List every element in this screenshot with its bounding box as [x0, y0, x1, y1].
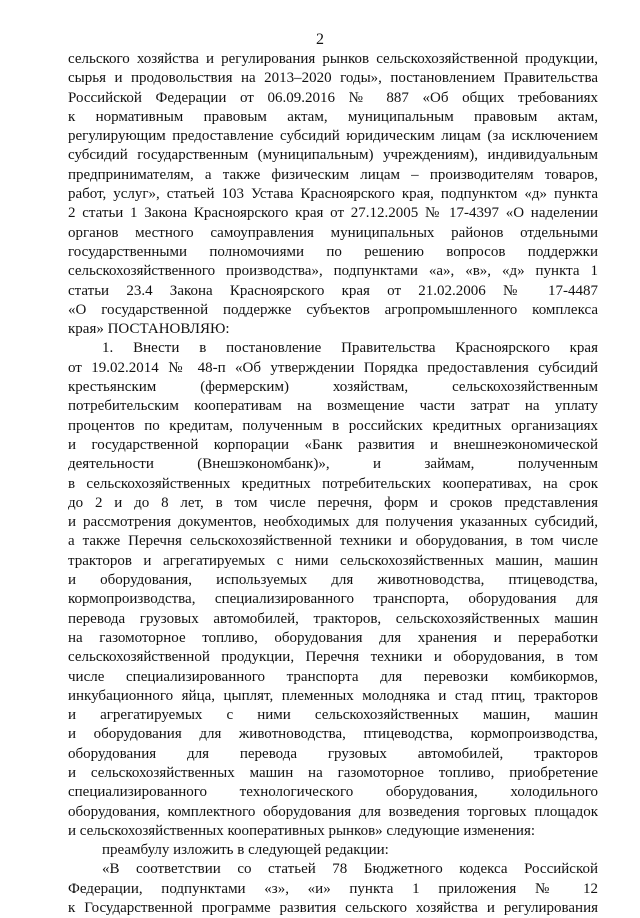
- text-line: к нормативным правовым актам, муниципальным правовым актам,: [68, 108, 598, 125]
- text-line: предпринимателям, а также физическим лицам – производителям товаров,: [68, 166, 598, 183]
- page-number: 2: [316, 31, 324, 48]
- text-line: числе специализированного транспорта для перевозки комбикормов,: [68, 668, 598, 685]
- text-line: края» ПОСТАНОВЛЯЮ:: [68, 321, 230, 338]
- text-line: а также Перечня сельскохозяйственной техники и оборудования, в том числе: [68, 533, 598, 550]
- text-line: и оборудования, используемых для животноводства, птицеводства,: [68, 572, 598, 589]
- text-line: потребительским кооперативам на возмещение части затрат на уплату: [68, 398, 598, 415]
- text-line: кормопроизводства, специализированного транспорта, оборудования для: [68, 591, 598, 608]
- text-line: сельскохозяйственной продукции, Перечня техники и оборудования, в том: [68, 649, 598, 666]
- text-line: сельского хозяйства и регулирования рынков сельскохозяйственной продукции,: [68, 51, 598, 67]
- text-line: преамбулу изложить в следующей редакции:: [102, 842, 389, 859]
- text-line: 2 статьи 1 Закона Красноярского края от 27.12.2005 № 17-4397 «О наделении: [68, 205, 598, 222]
- text-line: и сельскохозяйственных кооперативных рынков» следующие изменения:: [68, 822, 536, 839]
- text-line: к Государственной программе развития сельского хозяйства и регулирования: [68, 900, 598, 917]
- text-line: органов местного самоуправления муниципальных районов отдельными: [68, 224, 598, 241]
- text-line: работ, услуг», статьей 103 Устава Красноярского края, подпунктом «д» пункта: [68, 186, 598, 203]
- text-line: субсидий государственным (муниципальным) учреждениям), индивидуальным: [68, 147, 598, 164]
- text-line: тракторов и агрегатируемых с ними сельскохозяйственных машин, машин: [68, 552, 598, 569]
- text-line: оборудования, комплектного оборудования для возведения торговых площадок: [68, 803, 598, 820]
- text-line: крестьянским (фермерским) хозяйствам, сельскохозяйственным: [68, 379, 598, 396]
- text-line: статьи 23.4 Закона Красноярского края от 21.02.2006 № 17-4487: [68, 282, 598, 299]
- text-line: процентов по кредитам, полученным в российских кредитных организациях: [68, 417, 598, 434]
- text-line: «О государственной поддержке субъектов агропромышленного комплекса: [68, 301, 598, 318]
- text-line: перевода грузовых автомобилей, тракторов, сельскохозяйственных машин: [68, 610, 598, 627]
- text-line: от 19.02.2014 № 48-п «Об утверждении Порядка предоставления субсидий: [68, 359, 598, 376]
- text-line: в сельскохозяйственных кредитных потребительских кооперативах, на срок: [68, 475, 598, 492]
- text-line: на газомоторное топливо, оборудования для хранения и переработки: [68, 629, 598, 646]
- text-line: и сельскохозяйственных машин на газомоторное топливо, приобретение: [68, 764, 598, 781]
- text-line: и оборудования для животноводства, птицеводства, кормопроизводства,: [68, 726, 598, 743]
- text-line: «В соответствии со статьей 78 Бюджетного кодекса Российской: [102, 861, 598, 878]
- text-line: и рассмотрения документов, необходимых для получения указанных субсидий,: [68, 514, 598, 531]
- text-line: и агрегатируемых с ними сельскохозяйственных машин, машин: [68, 707, 598, 724]
- text-line: инкубационного яйца, цыплят, племенных молодняка и стад птиц, тракторов: [68, 687, 598, 704]
- document-body: [68, 50, 598, 918]
- text-line: 1. Внести в постановление Правительства Красноярского края: [102, 340, 598, 357]
- text-line: Федерации, подпунктами «з», «и» пункта 1 приложения № 12: [68, 880, 598, 897]
- text-line: государственными полномочиями по решению вопросов поддержки: [68, 243, 598, 260]
- text-line: деятельности (Внешэкономбанк)», и займам, полученным: [68, 456, 598, 473]
- text-line: сырья и продовольствия на 2013–2020 годы», постановлением Правительства: [68, 70, 598, 87]
- text-line: Российской Федерации от 06.09.2016 № 887 «Об общих требованиях: [68, 89, 598, 106]
- text-line: сельскохозяйственного производства», подпунктами «а», «в», «д» пункта 1: [68, 263, 598, 280]
- text-line: специализированного технологического оборудования, холодильного: [68, 784, 598, 801]
- text-line: до 2 и до 8 лет, в том числе перечня, форм и сроков представления: [68, 494, 598, 511]
- text-line: регулирующим предоставление субсидий юридическим лицам (за исключением: [68, 128, 598, 145]
- text-line: оборудования для перевода грузовых автомобилей, тракторов: [68, 745, 598, 762]
- text-line: и государственной корпорации «Банк развития и внешнеэкономической: [68, 436, 598, 453]
